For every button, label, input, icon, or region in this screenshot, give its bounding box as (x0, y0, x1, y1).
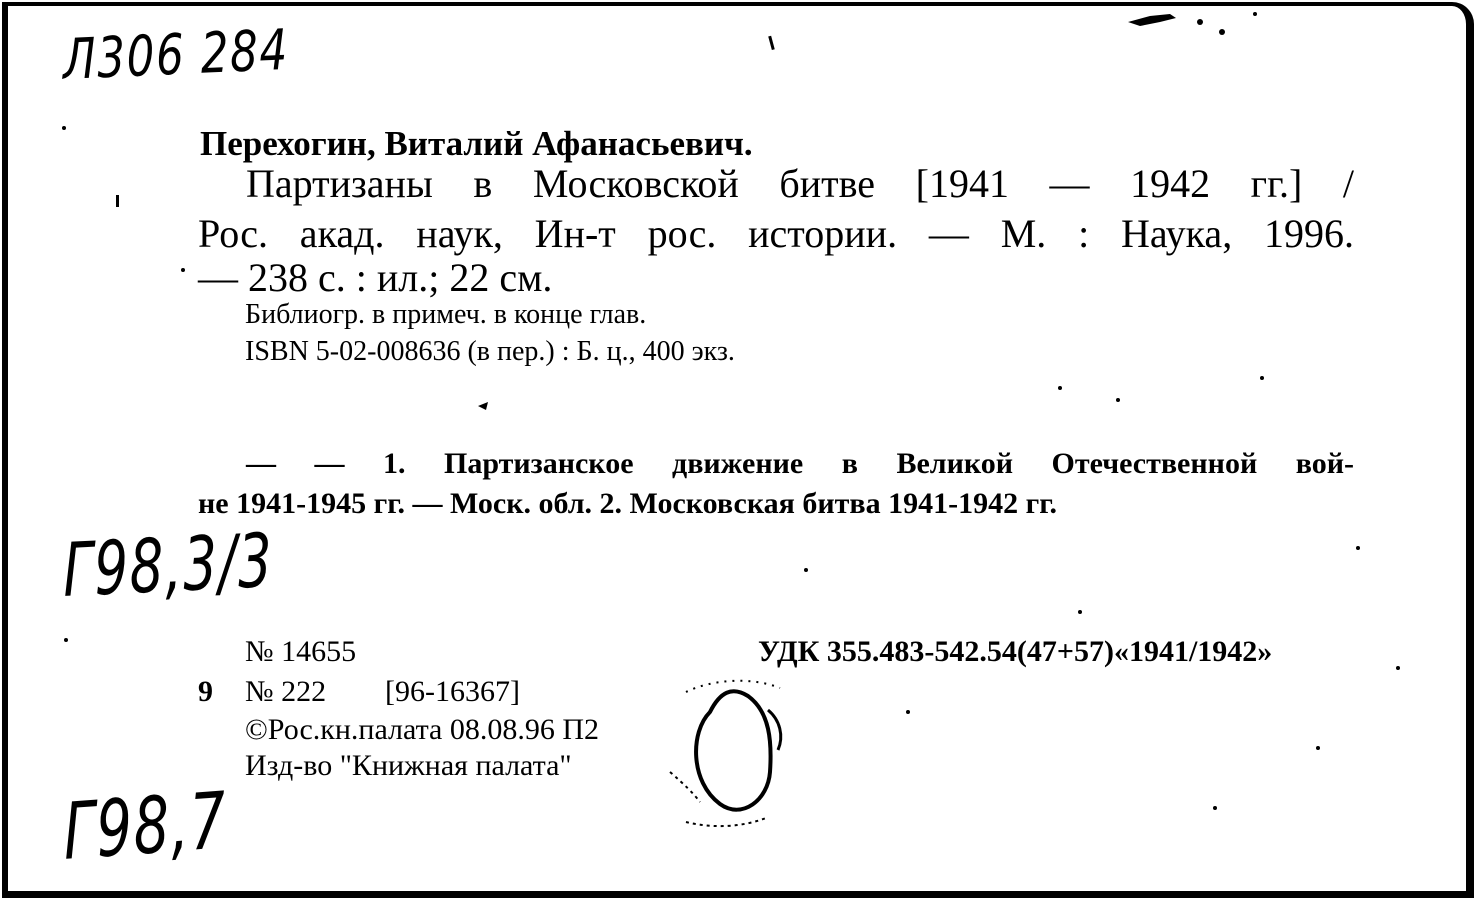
speck-dot-2 (1219, 29, 1225, 35)
record-number: № 14655 (245, 635, 357, 668)
speck-dot-6 (1396, 666, 1400, 670)
issue-number: № 222 (245, 675, 327, 708)
speck-dot-4 (181, 268, 185, 272)
collation-line: — 238 с. : ил.; 22 см. (198, 255, 553, 300)
ink-stamp-mark (650, 672, 800, 832)
speck-mark-2 (478, 402, 488, 410)
stamp-ring (696, 691, 771, 809)
speck-tick-2 (116, 195, 119, 207)
copyright-line: ©Рос.кн.палата 08.08.96 П2 (245, 713, 600, 746)
handwritten-shelf-mark: Л306 284 (62, 17, 290, 93)
title-line-1: Партизаны в Московской битве [1941 — 1942 гг.] / (246, 161, 1354, 206)
udc-code: УДК 355.483-542.54(47+57)«1941/1942» (758, 635, 1273, 668)
speck-dot-5 (1356, 546, 1360, 550)
handwritten-class-mark-1: Г98,3/3 (62, 517, 275, 614)
subject-heading-line-1: — — 1. Партизанское движение в Великой Отечественной вой- (246, 447, 1354, 480)
speck-dot-3 (1253, 12, 1257, 16)
speck-dot-14 (1116, 398, 1120, 402)
prefix-digit: 9 (198, 675, 213, 708)
speck-dot-16 (64, 638, 68, 642)
stamp-trace-2 (686, 818, 766, 826)
publisher-line: Изд-во "Книжная палата" (245, 749, 572, 782)
card-code: [96-16367] (385, 675, 520, 708)
stamp-trace-1 (670, 772, 700, 802)
title-line-2: Рос. акад. наук, Ин-т рос. истории. — М. : Наука, 1996. (198, 211, 1354, 256)
author-heading: Перехогин, Виталий Афанасьевич. (200, 124, 753, 163)
speck-dot-9 (1213, 806, 1217, 810)
speck-dot-15 (1260, 376, 1264, 380)
speck-tick-1 (768, 36, 775, 50)
subject-heading-line-2: не 1941-1945 гг. — Моск. обл. 2. Московская битва 1941-1942 гг. (198, 487, 1057, 520)
speck-dot-8 (906, 710, 910, 714)
bibliography-note: Библиогр. в примеч. в конце глав. (245, 299, 647, 330)
isbn-line: ISBN 5-02-008636 (в пер.) : Б. ц., 400 экз. (245, 336, 735, 367)
handwritten-class-mark-2: Г98,7 (62, 776, 229, 878)
speck-dot-11 (1078, 610, 1082, 614)
speck-mark-1 (1128, 14, 1176, 26)
speck-dot-12 (62, 126, 66, 130)
speck-dot-1 (1197, 19, 1203, 25)
speck-dot-13 (1058, 386, 1062, 390)
speck-dot-10 (804, 568, 808, 572)
speck-dot-7 (1316, 746, 1320, 750)
